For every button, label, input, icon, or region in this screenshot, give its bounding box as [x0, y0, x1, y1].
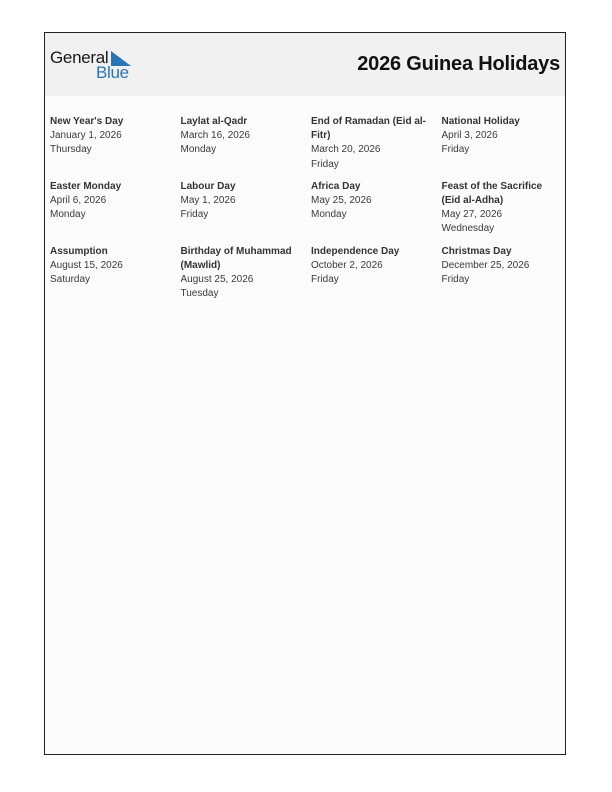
- holiday-name: Birthday of Muhammad (Mawlid): [180, 245, 292, 271]
- holiday-item: [181, 245, 312, 302]
- holiday-name: Africa Day: [311, 180, 361, 192]
- holiday-weekday: Tuesday: [180, 288, 219, 300]
- holiday-item: [50, 180, 181, 237]
- holiday-name: End of Ramadan (Eid al-Fitr): [311, 116, 427, 142]
- holiday-date: December 25, 2026: [441, 259, 530, 271]
- holiday-date: May 27, 2026: [441, 209, 503, 221]
- holiday-date: October 2, 2026: [311, 259, 383, 271]
- holiday-name: Easter Monday: [50, 180, 122, 192]
- holiday-weekday: Saturday: [50, 274, 91, 286]
- holiday-date: May 25, 2026: [311, 195, 372, 207]
- holiday-date: April 6, 2026: [50, 195, 107, 207]
- page-frame: [44, 32, 566, 755]
- holiday-item: [181, 180, 312, 237]
- holiday-name: Assumption: [50, 245, 108, 257]
- holiday-grid: [50, 115, 564, 301]
- holiday-name: Laylat al-Qadr: [180, 116, 248, 127]
- holiday-date: March 16, 2026: [180, 130, 250, 142]
- holiday-date: August 25, 2026: [180, 274, 254, 286]
- holiday-item: [50, 115, 181, 172]
- holiday-weekday: Monday: [180, 144, 217, 156]
- holiday-date: August 15, 2026: [50, 259, 123, 271]
- logo-text-general: General: [50, 48, 109, 67]
- holiday-name: Feast of the Sacrifice (Eid al-Adha): [441, 180, 543, 207]
- holiday-item: [311, 245, 442, 302]
- holiday-date: March 20, 2026: [311, 144, 381, 156]
- holiday-weekday: Friday: [311, 274, 339, 286]
- header: [45, 33, 565, 96]
- holiday-weekday: Friday: [311, 158, 339, 170]
- holiday-name: Independence Day: [311, 245, 400, 257]
- holiday-weekday: Friday: [180, 209, 209, 221]
- holiday-item: [311, 115, 442, 172]
- holiday-item: [181, 115, 312, 172]
- holiday-item: [442, 245, 564, 302]
- logo-text-blue: Blue: [96, 63, 129, 82]
- holiday-date: April 3, 2026: [441, 130, 498, 142]
- holiday-name: New Year's Day: [50, 116, 124, 127]
- holiday-weekday: Thursday: [50, 144, 92, 156]
- page-title: 2026 Guinea Holidays: [357, 53, 560, 75]
- holiday-weekday: Monday: [50, 209, 86, 221]
- holiday-name: Christmas Day: [441, 245, 512, 257]
- logo: [50, 48, 140, 82]
- holiday-item: [442, 115, 564, 172]
- holiday-weekday: Wednesday: [441, 223, 495, 235]
- holiday-date: January 1, 2026: [50, 130, 122, 142]
- holiday-weekday: Monday: [311, 209, 347, 221]
- holiday-weekday: Friday: [441, 144, 470, 156]
- holiday-name: Labour Day: [180, 180, 236, 192]
- holiday-weekday: Friday: [441, 274, 470, 286]
- holiday-date: May 1, 2026: [180, 195, 236, 207]
- holiday-name: National Holiday: [441, 116, 520, 127]
- holiday-item: [311, 180, 442, 237]
- holiday-item: [442, 180, 564, 237]
- holiday-item: [50, 245, 181, 302]
